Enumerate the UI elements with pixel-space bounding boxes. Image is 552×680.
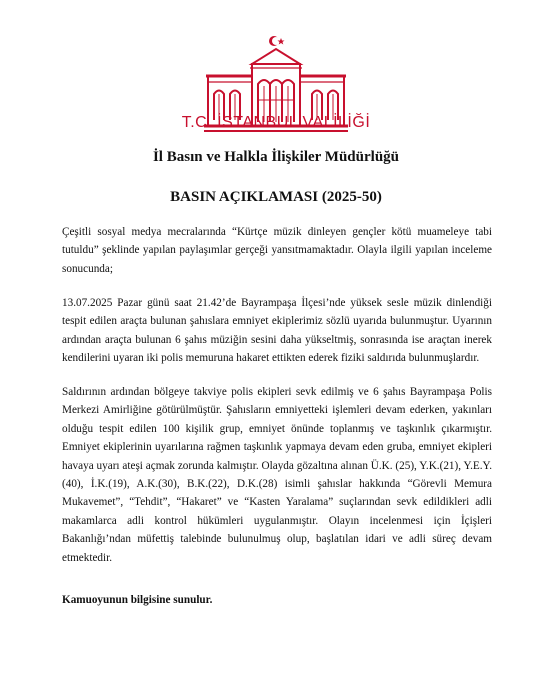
document-title: BASIN AÇIKLAMASI (2025-50): [170, 189, 382, 205]
paragraph: 13.07.2025 Pazar günü saat 21.42’de Bayrampaşa İlçesi’nde yüksek sesle müzik dinlendiği tespit edilen araçta bulunan şahıslara emniyet ekiplerimiz sözlü uyarıda bulunmuştur. Uyarının ardından araçta bulunan 6 şahıs müziğin sesini daha yükseltmiş, sonrasında ise araçtan inerek kendilerini uyaran iki polis memuruna hakaret ettikten ederek fiziki saldırıda bulunmuşlardır.: [62, 297, 492, 365]
paragraph: Çeşitli sosyal medya mecralarında “Kürtçe müzik dinleyen gençler kötü muameleye tabi tutuldu” şeklinde yapılan paylaşımlar gerçeği yansıtmamaktadır. Olayla ilgili yapılan inceleme sonucunda;: [62, 226, 492, 275]
crescent-star-icon: [269, 36, 285, 46]
institution-name: T.C. İSTANBUL VALİLİĞİ: [181, 114, 371, 131]
paragraph: Saldırının ardından bölgeye takviye polis ekipleri sevk edilmiş ve 6 şahıs Bayrampaşa Polis Merkezi Amirliğine götürülmüştür. Şahısların emniyetteki işlemleri devam ederken, yakınları olduğu tespit edilen 100 kişilik grup, emniyet önünde toplanmış ve taşkınlık çıkarmıştır. Emniyet ekiplerinin uyarılarına rağmen taşkınlık yapmaya devam eden gruba, emniyet ekipleri havaya uyarı ateşi açmak zorunda kalmıştır. Olayda gözaltına alınan Ü.K. (25), Y.K.(21), Y.E.Y.(40), İ.K.(19), A.K.(30), B.K.(22), D.K.(28) isimli şahıslar hakkında “Görevli Memura Mukavemet”, “Tehdit”, “Hakaret” ve “Kasten Yaralama” suçlarından sevk edildikleri adli makamlarca adli kontrol hükümleri uygulanmıştır. Olayın incelenmesi için İçişleri Bakanlığı’ndan müfettiş talebinde bulunulmuş olup, başlatılan idari ve adli süreç devam etmektedir.: [62, 386, 492, 564]
closing-statement: Kamuoyunun bilgisine sunulur.: [62, 594, 213, 606]
department-heading: İl Basın ve Halkla İlişkiler Müdürlüğü: [152, 149, 400, 165]
